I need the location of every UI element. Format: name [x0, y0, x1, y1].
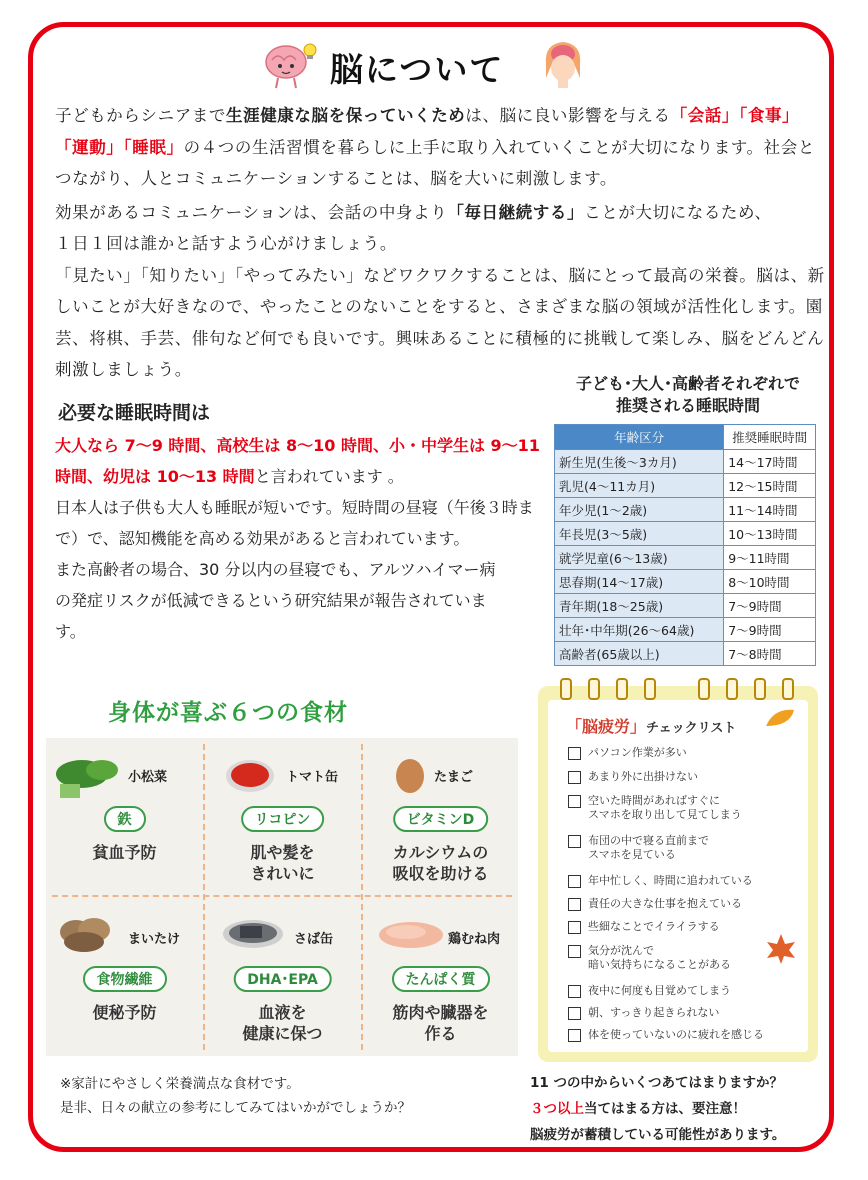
sleep-table-title: 子ども･大人･高齢者それぞれで 推奨される睡眠時間: [575, 374, 800, 415]
page-title: 脳について: [330, 50, 505, 89]
checklist-item: 夜中に何度も目覚めてしまう: [568, 984, 731, 998]
food-card-chicken: 鶏むね肉 たんぱく質 筋肉や臓器を 作る: [362, 898, 519, 1057]
table-row: 乳児(4〜11カ月) 12〜15時間: [555, 474, 816, 498]
food-card-maitake: まいたけ 食物繊維 便秘予防: [46, 898, 203, 1057]
brain-fatigue-checklist: [538, 686, 818, 1062]
tomato-can-icon: [224, 756, 276, 796]
table-row: 青年期(18〜25歳) 7〜9時間: [555, 594, 816, 618]
table-row: 新生児(生後〜3カ月) 14〜17時間: [555, 450, 816, 474]
leaf-icon: [764, 706, 798, 730]
checklist-item: 布団の中で寝る直前まで スマホを見ている: [568, 834, 709, 862]
checklist-item: 気分が沈んで 暗い気持ちになることがある: [568, 944, 731, 972]
intro-text: 子どもからシニアまで生涯健康な脳を保っていくためは、脳に良い影響を与える「会話」「食事」「運動」「睡眠」の４つの生活習慣を暮らしに上手に取り入れていくことが大切になります。社会とつながり、人とコミュニケーションすることは、脳を大いに刺激します。 効果があるコミュニケーションは、会話の中身より「毎日継続する」ことが大切になるため、１日１回は誰かと話すよう心がけましょう。 「見たい」「知りたい」「やってみたい」などワクワクすることは、脳にとって最高の栄養。脳は、新しいことが大好きなので、やったことのないことをすると、さまざまな脳の領域が活性化します。園芸、将棋、手芸、俳句など何でも良いです。興味あることに積極的に挑戦して楽しみ、脳をどんどん刺激しましょう。: [55, 106, 825, 379]
maple-leaf-icon: [764, 932, 798, 966]
table-row: 高齢者(65歳以上) 7〜8時間: [555, 642, 816, 666]
checkbox[interactable]: [568, 1029, 581, 1042]
foods-heading: 身体が喜ぶ６つの食材: [108, 700, 348, 726]
checklist-item: パソコン作業が多い: [568, 746, 687, 760]
egg-icon: [394, 756, 426, 794]
table-row: 思春期(14〜17歳) 8〜10時間: [555, 570, 816, 594]
nutrient-badge: リコピン: [241, 806, 325, 832]
checklist-question: 11 つの中からいくつあてはまりますか？ ３つ以上当てはまる方は、要注意！ 脳疲労が蓄積している可能性があります。: [530, 1075, 786, 1143]
checklist-item: あまり外に出掛けない: [568, 770, 698, 784]
checkbox[interactable]: [568, 921, 581, 934]
nutrient-badge: たんぱく質: [392, 966, 490, 992]
sleep-heading: 必要な睡眠時間は: [58, 402, 211, 424]
food-card-tomato: トマト缶 リコピン 肌や髪を きれいに: [204, 738, 361, 897]
checklist-item: 些細なことでイライラする: [568, 920, 720, 934]
table-row: 年少児(1〜2歳) 11〜14時間: [555, 498, 816, 522]
checkbox[interactable]: [568, 795, 581, 808]
checkbox[interactable]: [568, 985, 581, 998]
checkbox[interactable]: [568, 945, 581, 958]
table-header: 推奨睡眠時間: [724, 425, 816, 450]
sleep-table: [554, 424, 816, 666]
checklist-item: 年中忙しく、時間に追われている: [568, 874, 753, 888]
table-row: 就学児童(6〜13歳) 9〜11時間: [555, 546, 816, 570]
checklist-item: 空いた時間があればすぐに スマホを取り出して見てしまう: [568, 794, 742, 822]
brain-mascot-icon: [262, 40, 320, 90]
nutrient-badge: ビタミンD: [393, 806, 489, 832]
checkbox[interactable]: [568, 1007, 581, 1020]
sleep-text: 大人なら 7〜9 時間、高校生は 8〜10 時間、小・中学生は 9〜11 時間、幼児は 10〜13 時間と言われています 。 日本人は子供も大人も睡眠が短いです。短時間の昼寝（午後３時まで）で、認知機能を高める効果があると言われています。 また高齢者の場合、30 分以内の昼寝でも、アルツハイマー病の発症リスクが低減できるという研究結果が報告されています。: [55, 436, 540, 641]
nutrient-badge: 鉄: [104, 806, 146, 832]
table-row: 壮年･中年期(26〜64歳) 7〜9時間: [555, 618, 816, 642]
checkbox[interactable]: [568, 771, 581, 784]
table-header: 年齢区分: [555, 425, 724, 450]
nutrient-badge: DHA･EPA: [233, 966, 332, 992]
nutrient-badge: 食物繊維: [83, 966, 167, 992]
checklist-item: 体を使っていないのに疲れを感じる: [568, 1028, 764, 1042]
checklist-item: 責任の大きな仕事を抱えている: [568, 897, 742, 911]
food-card-egg: たまご ビタミンD カルシウムの 吸収を助ける: [362, 738, 519, 897]
checklist-item: 朝、すっきり起きられない: [568, 1006, 719, 1020]
foods-grid: [46, 738, 518, 1056]
komatsuna-icon: [52, 752, 124, 802]
food-card-saba: さば缶 DHA･EPA 血液を 健康に保つ: [204, 898, 361, 1057]
checklist-title: 「脳疲労」チェックリスト: [566, 717, 737, 736]
mackerel-can-icon: [220, 912, 286, 952]
girl-thinking-icon: [540, 38, 586, 90]
checkbox[interactable]: [568, 835, 581, 848]
checkbox[interactable]: [568, 898, 581, 911]
maitake-icon: [56, 912, 116, 956]
checkbox[interactable]: [568, 747, 581, 760]
checkbox[interactable]: [568, 875, 581, 888]
chicken-breast-icon: [376, 918, 446, 952]
food-card-komatsuna: 小松菜 鉄 貧血予防: [46, 738, 203, 897]
table-row: 年長児(3〜5歳) 10〜13時間: [555, 522, 816, 546]
foods-note: ※家計にやさしく栄養満点な食材です。 是非、日々の献立の参考にしてみてはいかがでしょうか？: [60, 1076, 411, 1116]
